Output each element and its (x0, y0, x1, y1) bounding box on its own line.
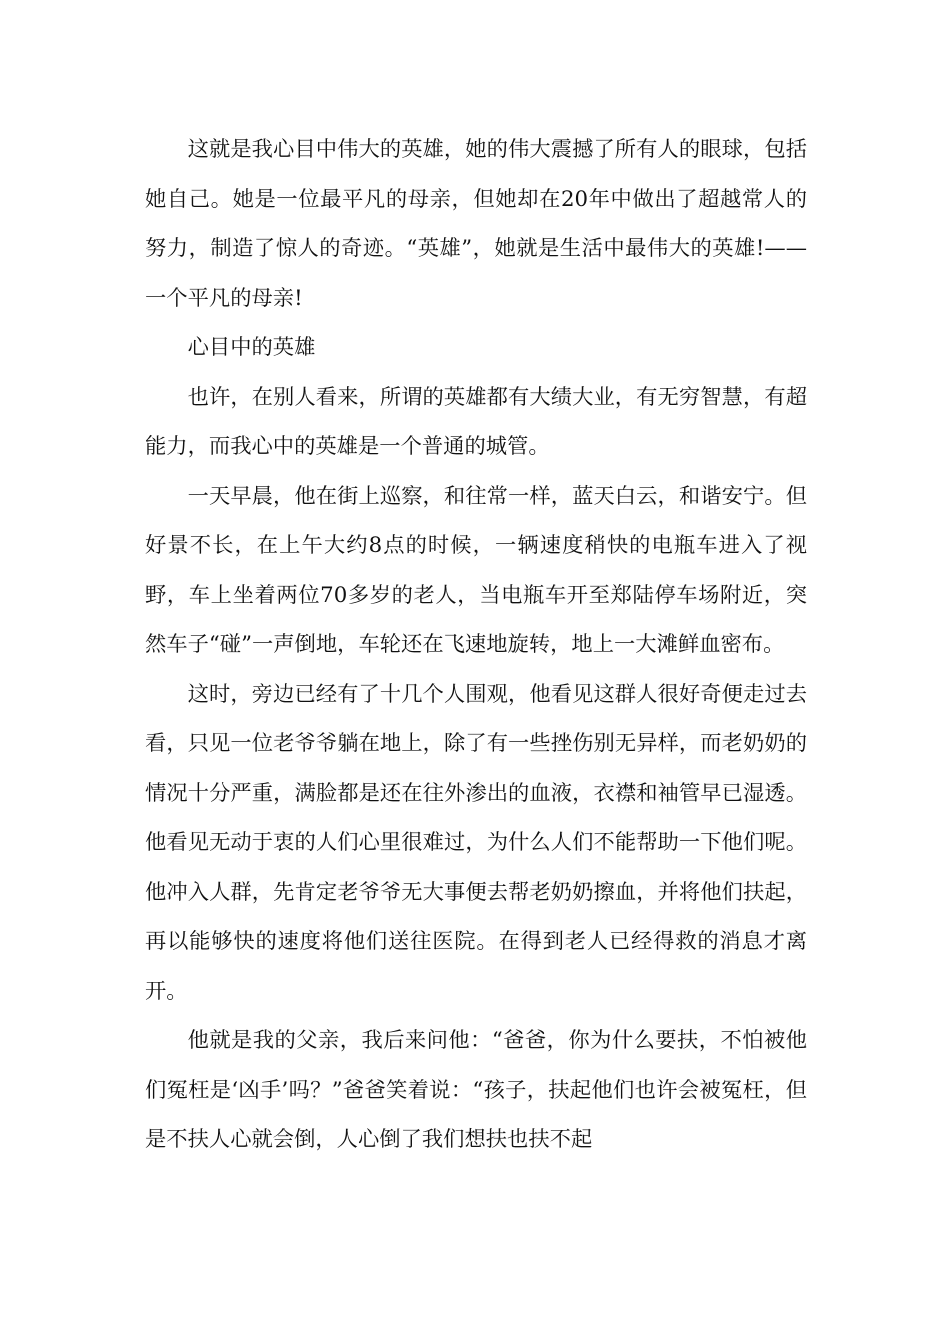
paragraph-father-dialogue: 他就是我的父亲，我后来问他：“爸爸，你为什么要扶，不怕被他们冤枉是‘凶手’吗？”爸爸笑着说：“孩子，扶起他们也许会被冤枉，但是不扶人心就会倒，人心倒了我们想扶也扶不起 (145, 1028, 807, 1152)
paragraph-morning-patrol: 一天早晨，他在街上巡察，和往常一样，蓝天白云，和谐安宁。但好景不长，在上午大约8点的时候，一辆速度稍快的电瓶车进入了视野，车上坐着两位70多岁的老人，当电瓶车开至郑陆停车场附近，突然车子“碰”一声倒地，车轮还在飞速地旋转，地上一大滩鲜血密布。 (145, 483, 807, 657)
paragraph-hero-mother: 这就是我心目中伟大的英雄，她的伟大震撼了所有人的眼球，包括她自己。她是一位最平凡的母亲，但她却在20年中做出了超越常人的努力，制造了惊人的奇迹。“英雄”，她就是生活中最伟大的英雄!——一个平凡的母亲! (145, 137, 807, 311)
document-body (145, 125, 807, 1165)
paragraph-rescue: 这时，旁边已经有了十几个人围观，他看见这群人很好奇便走过去看，只见一位老爷爷躺在地上，除了有一些挫伤别无异样，而老奶奶的情况十分严重，满脸都是还在往外渗出的血液，衣襟和袖管早已湿透。他看见无动于衷的人们心里很难过，为什么人们不能帮助一下他们呢。他冲入人群，先肯定老爷爷无大事便去帮老奶奶擦血，并将他们扶起，再以能够快的速度将他们送往医院。在得到老人已经得救的消息才离开。 (145, 681, 807, 1004)
paragraph-intro: 也许，在别人看来，所谓的英雄都有大绩大业，有无穷智慧，有超能力，而我心中的英雄是一个普通的城管。 (145, 384, 807, 459)
section-heading: 心目中的英雄 (187, 335, 316, 360)
